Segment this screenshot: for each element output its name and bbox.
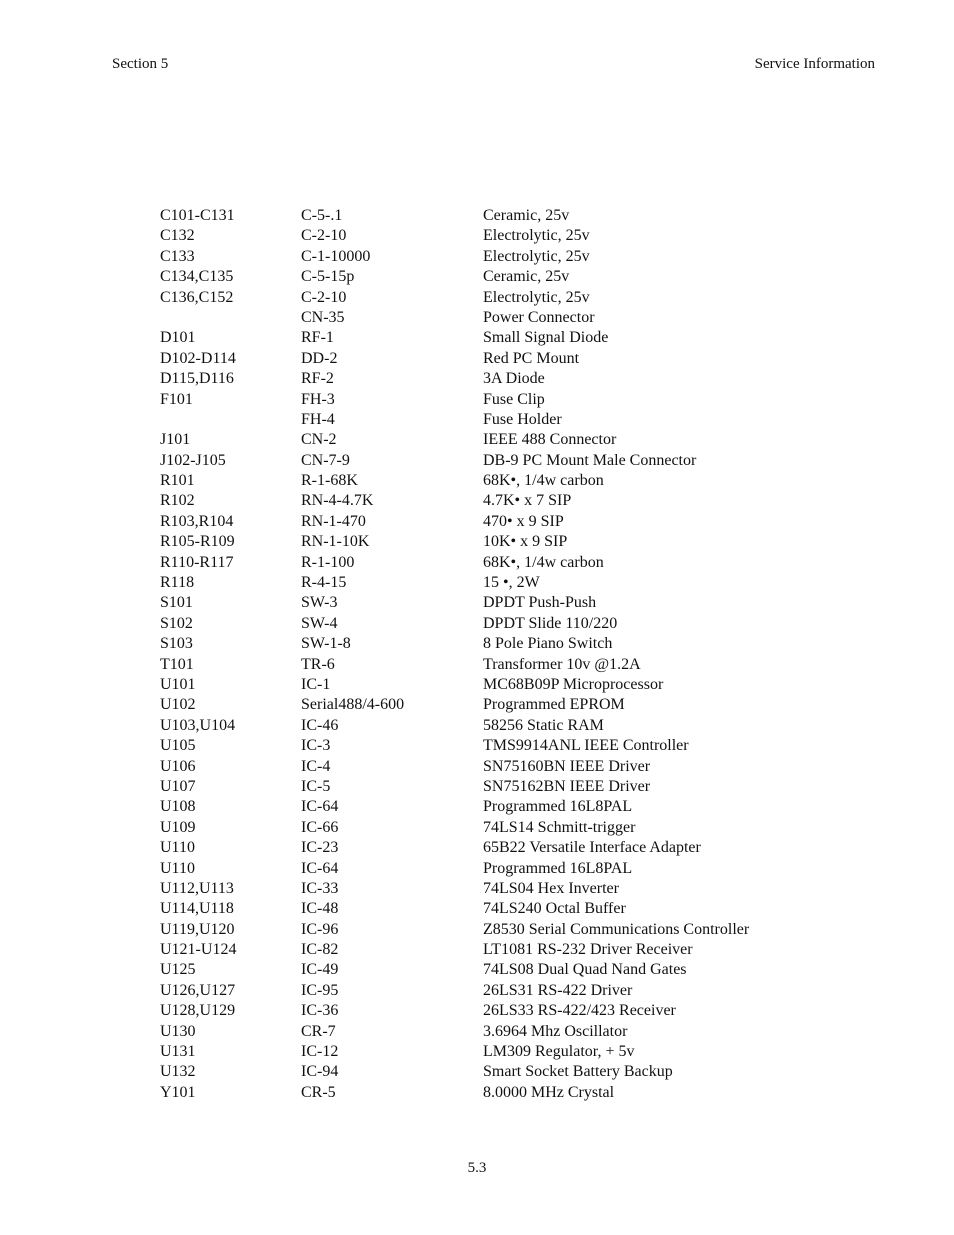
- part-number: C-2-10: [301, 227, 347, 245]
- reference-designator: U109: [160, 818, 196, 836]
- part-description: 26LS33 RS-422/423 Receiver: [483, 1002, 676, 1020]
- part-number: SW-3: [301, 594, 338, 612]
- part-number: IC-82: [301, 941, 339, 959]
- part-number: RN-1-470: [301, 512, 366, 530]
- part-number: SW-4: [301, 614, 338, 632]
- page-number: 5.3: [467, 1160, 487, 1176]
- part-number: IC-48: [301, 900, 339, 918]
- part-number: CN-2: [301, 431, 337, 449]
- part-description: LT1081 RS-232 Driver Receiver: [483, 941, 693, 959]
- part-number: CR-7: [301, 1022, 336, 1040]
- reference-designator: R105-R109: [160, 533, 235, 551]
- part-number: RN-1-10K: [301, 533, 370, 551]
- part-number: RN-4-4.7K: [301, 492, 374, 510]
- part-description: LM309 Regulator, + 5v: [483, 1043, 635, 1061]
- part-description: Electrolytic, 25v: [483, 247, 590, 265]
- part-number: IC-64: [301, 859, 339, 877]
- reference-designator: U110: [160, 839, 195, 857]
- part-number: CR-5: [301, 1083, 336, 1101]
- part-number: IC-5: [301, 777, 331, 795]
- part-description: 74LS240 Octal Buffer: [483, 900, 626, 918]
- reference-designator: C133: [160, 247, 195, 265]
- part-number: DD-2: [301, 349, 338, 367]
- part-description: 58256 Static RAM: [483, 716, 604, 734]
- reference-designator: U103,U104: [160, 716, 236, 734]
- part-description: Electrolytic, 25v: [483, 288, 590, 306]
- part-description: Fuse Clip: [483, 390, 545, 408]
- part-number: IC-64: [301, 798, 339, 816]
- part-description: Z8530 Serial Communications Controller: [483, 920, 750, 938]
- reference-designator: C132: [160, 227, 195, 245]
- part-description: Electrolytic, 25v: [483, 227, 590, 245]
- part-description: 26LS31 RS-422 Driver: [483, 981, 633, 999]
- reference-designator: R103,R104: [160, 512, 234, 530]
- part-description: 8 Pole Piano Switch: [483, 635, 613, 653]
- reference-designator: U119,U120: [160, 920, 235, 938]
- reference-designator: R101: [160, 472, 195, 490]
- part-number: IC-95: [301, 981, 339, 999]
- reference-designator: U102: [160, 696, 196, 714]
- part-number: R-1-68K: [301, 472, 358, 490]
- reference-designator: U131: [160, 1043, 196, 1061]
- reference-designator: U108: [160, 798, 196, 816]
- reference-designator: U105: [160, 737, 196, 755]
- part-number: TR-6: [301, 655, 335, 673]
- reference-designator: C101-C131: [160, 207, 235, 224]
- part-number: IC-4: [301, 757, 331, 775]
- part-description: Smart Socket Battery Backup: [483, 1063, 673, 1081]
- part-description: 470• x 9 SIP: [483, 512, 564, 530]
- reference-designator: S103: [160, 635, 193, 653]
- part-number: RF-1: [301, 329, 334, 347]
- part-number: CN-7-9: [301, 451, 350, 469]
- part-number: IC-36: [301, 1002, 339, 1020]
- part-description: Ceramic, 25v: [483, 268, 570, 286]
- part-description: 74LS08 Dual Quad Nand Gates: [483, 961, 687, 979]
- part-description: Transformer 10v @1.2A: [483, 655, 641, 673]
- reference-designator: U107: [160, 777, 196, 795]
- part-number: R-4-15: [301, 574, 347, 592]
- part-description: 10K• x 9 SIP: [483, 533, 568, 551]
- part-number: C-1-10000: [301, 247, 371, 265]
- part-number: IC-3: [301, 737, 331, 755]
- reference-designator: U106: [160, 757, 196, 775]
- reference-designator: T101: [160, 655, 194, 673]
- reference-designator: U110: [160, 859, 195, 877]
- reference-designator: U121-U124: [160, 941, 237, 959]
- part-description: DB-9 PC Mount Male Connector: [483, 451, 697, 469]
- reference-designator: R118: [160, 574, 195, 592]
- part-description: Power Connector: [483, 308, 595, 326]
- part-number: IC-96: [301, 920, 339, 938]
- part-description: SN75160BN IEEE Driver: [483, 757, 651, 775]
- reference-designator: D102-D114: [160, 349, 236, 367]
- reference-designator: U126,U127: [160, 981, 236, 999]
- reference-designator: C136,C152: [160, 288, 234, 306]
- part-description: DPDT Push-Push: [483, 594, 597, 612]
- part-description: Programmed 16L8PAL: [483, 798, 633, 816]
- reference-designator: U112,U113: [160, 879, 234, 897]
- part-number: Serial488/4-600: [301, 696, 405, 714]
- reference-designator: F101: [160, 390, 193, 408]
- part-description: 68K•, 1/4w carbon: [483, 553, 604, 571]
- part-description: Ceramic, 25v: [483, 207, 570, 224]
- part-number: C-2-10: [301, 288, 347, 306]
- reference-designator: J102-J105: [160, 451, 226, 469]
- part-number: CN-35: [301, 308, 345, 326]
- part-description: 8.0000 MHz Crystal: [483, 1083, 615, 1101]
- reference-designator: U101: [160, 675, 196, 693]
- reference-designator: U114,U118: [160, 900, 234, 918]
- part-description: Small Signal Diode: [483, 329, 609, 347]
- section-label: Section 5: [112, 56, 169, 72]
- reference-designator: D101: [160, 329, 196, 347]
- part-number: FH-3: [301, 390, 335, 408]
- part-number: IC-23: [301, 839, 339, 857]
- part-number: C-5-15p: [301, 268, 355, 286]
- reference-designator: Y101: [160, 1083, 196, 1101]
- part-description: IEEE 488 Connector: [483, 431, 617, 449]
- part-description: 3.6964 Mhz Oscillator: [483, 1022, 628, 1040]
- part-description: 3A Diode: [483, 370, 545, 388]
- reference-designator: C134,C135: [160, 268, 234, 286]
- reference-designator: R110-R117: [160, 553, 234, 571]
- document-title: Service Information: [754, 56, 875, 72]
- part-description: 65B22 Versatile Interface Adapter: [483, 839, 701, 857]
- part-description: 68K•, 1/4w carbon: [483, 472, 604, 490]
- reference-designator: U130: [160, 1022, 196, 1040]
- part-number: IC-1: [301, 675, 331, 693]
- part-description: Fuse Holder: [483, 410, 562, 428]
- part-description: Programmed EPROM: [483, 696, 625, 714]
- reference-designator: S101: [160, 594, 193, 612]
- part-description: 74LS14 Schmitt-trigger: [483, 818, 636, 836]
- reference-designator: R102: [160, 492, 195, 510]
- part-number: IC-33: [301, 879, 339, 897]
- reference-designator: U125: [160, 961, 196, 979]
- reference-designator: U128,U129: [160, 1002, 236, 1020]
- part-description: DPDT Slide 110/220: [483, 614, 618, 632]
- part-description: 74LS04 Hex Inverter: [483, 879, 619, 897]
- part-number: IC-46: [301, 716, 339, 734]
- reference-designator: U132: [160, 1063, 196, 1081]
- reference-designator: D115,D116: [160, 370, 234, 388]
- part-number: SW-1-8: [301, 635, 351, 653]
- part-description: Red PC Mount: [483, 349, 580, 367]
- part-description: SN75162BN IEEE Driver: [483, 777, 651, 795]
- part-number: RF-2: [301, 370, 334, 388]
- reference-designator: S102: [160, 614, 193, 632]
- part-number: IC-49: [301, 961, 339, 979]
- part-description: 15 •, 2W: [483, 574, 540, 592]
- reference-designator: J101: [160, 431, 191, 449]
- part-number: R-1-100: [301, 553, 355, 571]
- part-description: 4.7K• x 7 SIP: [483, 492, 572, 510]
- part-description: Programmed 16L8PAL: [483, 859, 633, 877]
- part-number: IC-12: [301, 1043, 339, 1061]
- part-number: IC-66: [301, 818, 339, 836]
- part-number: IC-94: [301, 1063, 339, 1081]
- part-number: C-5-.1: [301, 207, 343, 224]
- part-number: FH-4: [301, 410, 335, 428]
- part-description: TMS9914ANL IEEE Controller: [483, 737, 689, 755]
- part-description: MC68B09P Microprocessor: [483, 675, 664, 693]
